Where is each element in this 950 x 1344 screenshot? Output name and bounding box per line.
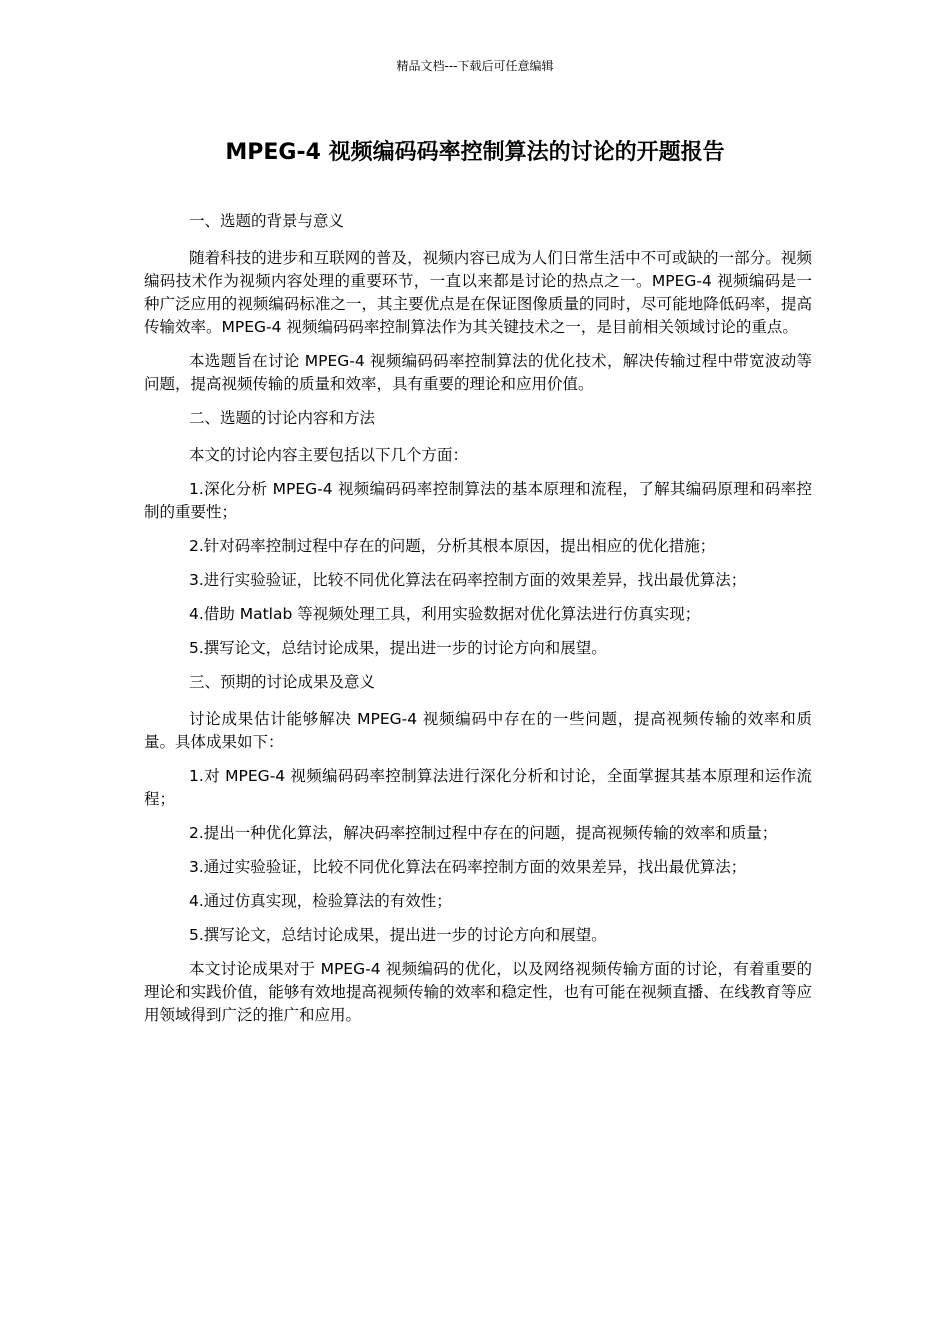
section-1-paragraph-2: 本选题旨在讨论 MPEG-4 视频编码码率控制算法的优化技术，解决传输过程中带宽波动等问题，提高视频传输的质量和效率，具有重要的理论和应用价值。 bbox=[144, 352, 812, 393]
section-2-item: 4.借助 Matlab 等视频处理工具，利用实验数据对优化算法进行仿真实现； bbox=[189, 605, 701, 623]
section-3-item: 2.提出一种优化算法，解决码率控制过程中存在的问题，提高视频传输的效率和质量； bbox=[189, 824, 778, 842]
section-3-item: 5.撰写论文，总结讨论成果，提出进一步的讨论方向和展望。 bbox=[189, 926, 607, 944]
section-3-intro: 讨论成果估计能够解决 MPEG-4 视频编码中存在的一些问题，提高视频传输的效率和质量。具体成果如下： bbox=[144, 710, 812, 751]
document-title: MPEG-4 视频编码码率控制算法的讨论的开题报告 bbox=[225, 140, 725, 165]
section-2-item: 3.进行实验验证，比较不同优化算法在码率控制方面的效果差异，找出最优算法； bbox=[189, 571, 747, 589]
section-1-paragraph-1: 随着科技的进步和互联网的普及，视频内容已成为人们日常生活中不可或缺的一部分。视频编码技术作为视频内容处理的重要环节，一直以来都是讨论的热点之一。MPEG-4 视频编码是一种广泛应用的视频编码标准之一，其主要优点是在保证图像质量的同时，尽可能地降低码率，提高传输效率。MPEG-4 视频编码码率控制算法作为其关键技术之一，是目前相关领域讨论的重点。 bbox=[144, 249, 812, 336]
section-3-item: 3.通过实验验证，比较不同优化算法在码率控制方面的效果差异，找出最优算法； bbox=[189, 858, 747, 876]
page-header: 精品文档---下载后可任意编辑 bbox=[396, 59, 554, 73]
section-1-heading: 一、选题的背景与意义 bbox=[189, 212, 345, 230]
section-2-item: 1.深化分析 MPEG-4 视频编码码率控制算法的基本原理和流程，了解其编码原理和码率控制的重要性； bbox=[144, 480, 812, 521]
section-2-item: 5.撰写论文，总结讨论成果，提出进一步的讨论方向和展望。 bbox=[189, 639, 607, 657]
section-3-heading: 三、预期的讨论成果及意义 bbox=[189, 673, 376, 691]
document-body bbox=[144, 210, 812, 1038]
section-3-conclusion: 本文讨论成果对于 MPEG-4 视频编码的优化，以及网络视频传输方面的讨论，有着重要的理论和实践价值，能够有效地提高视频传输的效率和稳定性，也有可能在视频直播、在线教育等应用领域得到广泛的推广和应用。 bbox=[144, 960, 812, 1024]
section-2-intro: 本文的讨论内容主要包括以下几个方面： bbox=[189, 446, 469, 464]
section-3-item: 1.对 MPEG-4 视频编码码率控制算法进行深化分析和讨论，全面掌握其基本原理和运作流程； bbox=[144, 767, 812, 808]
section-2-heading: 二、选题的讨论内容和方法 bbox=[189, 409, 376, 427]
section-3-item: 4.通过仿真实现，检验算法的有效性； bbox=[189, 892, 452, 910]
section-2-item: 2.针对码率控制过程中存在的问题，分析其根本原因，提出相应的优化措施； bbox=[189, 537, 716, 555]
